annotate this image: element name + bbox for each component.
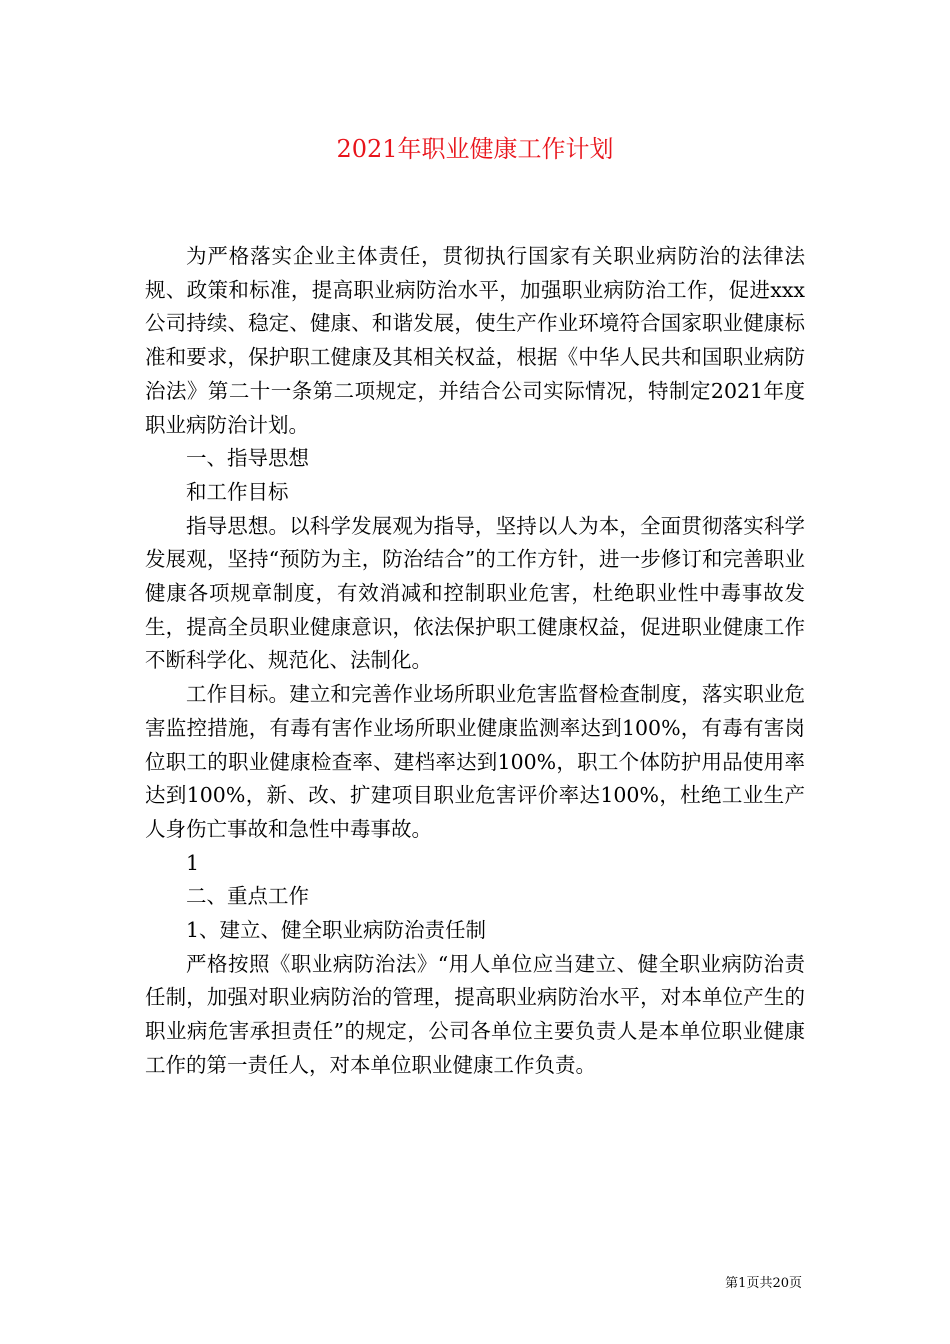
guiding-thought-paragraph: 指导思想。以科学发展观为指导，坚持以人为本，全面贯彻落实科学发展观，坚持“预防为主，防治结合”的工作方针，进一步修订和完善职业健康各项规章制度，有效消减和控制职业危害，杜绝职业性中毒事故发生，提高全员职业健康意识，依法保护职工健康权益，促进职业健康工作不断科学化、规范化、法制化。	[145, 513, 805, 673]
work-goals-paragraph: 工作目标。建立和完善作业场所职业危害监督检查制度，落实职业危害监控措施，有毒有害作业场所职业健康监测率达到100%，有毒有害岗位职工的职业健康检查率、建档率达到100%，职工个体防护用品使用率达到100%，新、改、扩建项目职业危害评价率达100%，杜绝工业生产人身伤亡事故和急性中毒事故。	[145, 682, 805, 841]
section-heading-work-goals: 和工作目标	[186, 479, 289, 504]
responsibility-paragraph: 严格按照《职业病防治法》“用人单位应当建立、健全职业病防治责任制，加强对职业病防治的管理，提高职业病防治水平，对本单位产生的职业病危害承担责任”的规定，公司各单位主要负责人是本单位职业健康工作的第一责任人，对本单位职业健康工作负责。	[145, 951, 805, 1077]
section-heading-key-work: 二、重点工作	[186, 884, 309, 909]
page-number-footer: 第1页共20页	[725, 1276, 802, 1291]
document-body	[145, 240, 805, 1083]
intro-paragraph: 为严格落实企业主体责任，贯彻执行国家有关职业病防治的法律法规、政策和标准，提高职业病防治水平，加强职业病防治工作，促进xxx公司持续、稳定、健康、和谐发展，使生产作业环境符合国家职业健康标准和要求，保护职工健康及其相关权益，根据《中华人民共和国职业病防治法》第二十一条第二项规定，并结合公司实际情况，特制定2021年度职业病防治计划。	[145, 244, 805, 437]
section-heading-guiding-thought: 一、指导思想	[186, 446, 309, 471]
subheading-responsibility-system: 1、建立、健全职业病防治责任制	[186, 918, 487, 943]
document-title: 2021年职业健康工作计划	[336, 135, 614, 163]
inline-number: 1	[186, 850, 200, 875]
